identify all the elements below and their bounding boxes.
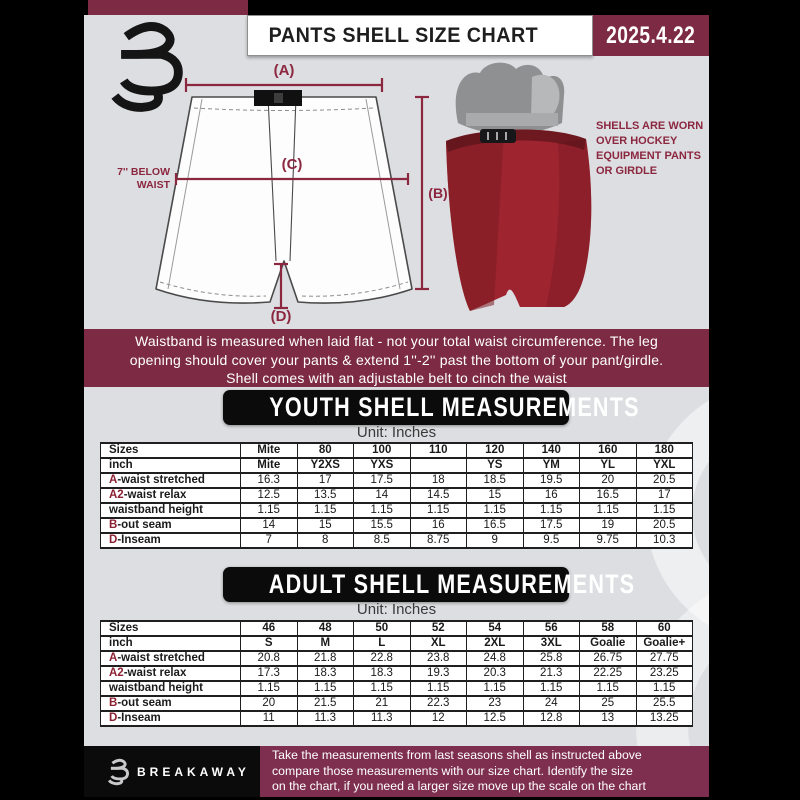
table-cell: 15 — [297, 518, 354, 533]
table-row — [101, 696, 693, 711]
table-cell: 21.8 — [297, 651, 354, 666]
table-cell: 11.3 — [297, 711, 354, 726]
page-title: PANTS SHELL SIZE CHART — [268, 24, 539, 47]
table-cell: 17.3 — [241, 666, 298, 681]
table-cell: 18.3 — [354, 666, 411, 681]
table-row — [101, 651, 693, 666]
table-cell: 120 — [467, 443, 524, 458]
table-row — [101, 458, 693, 473]
row-label-prefix: D — [109, 712, 118, 724]
table-cell: YXL — [636, 458, 693, 473]
below-waist-note: WAIST — [136, 179, 170, 191]
table-cell: 22.3 — [410, 696, 467, 711]
date-text: 2025.4.22 — [606, 22, 696, 49]
row-label: inch — [101, 458, 241, 473]
table-cell: 26.75 — [580, 651, 637, 666]
table-cell: 16 — [523, 488, 580, 503]
content-panel — [84, 15, 709, 797]
table-cell: 18.5 — [467, 473, 524, 488]
table-cell: 50 — [354, 621, 411, 636]
breakaway-logo-icon — [110, 19, 188, 115]
unit-label: Unit: Inches — [356, 601, 437, 618]
table-cell: 24 — [523, 696, 580, 711]
table-cell: 1.15 — [523, 681, 580, 696]
table-cell: 8.75 — [410, 533, 467, 548]
footer-note-line: Take the measurements from last seasons shell as instructed above — [272, 748, 642, 762]
table-cell: 9.75 — [580, 533, 637, 548]
table-cell: 20 — [580, 473, 637, 488]
table-cell: 1.15 — [410, 681, 467, 696]
row-label-prefix: B — [109, 697, 118, 709]
table-row — [101, 503, 693, 518]
table-cell: 20.8 — [241, 651, 298, 666]
table-cell: 1.15 — [523, 503, 580, 518]
measure-label-c: (C) — [281, 156, 303, 173]
row-label: Sizes — [101, 443, 241, 458]
table-cell: 11.3 — [354, 711, 411, 726]
table-cell: 22.25 — [580, 666, 637, 681]
table-cell: 1.15 — [297, 503, 354, 518]
table-cell: 13 — [580, 711, 637, 726]
row-label-prefix: B — [109, 519, 118, 531]
row-label-prefix: D — [109, 534, 118, 546]
table-cell: Mite — [241, 458, 298, 473]
table-cell: 1.15 — [354, 681, 411, 696]
table-cell: L — [354, 636, 411, 651]
unit-label: Unit: Inches — [356, 424, 437, 441]
table-cell: 16.5 — [467, 518, 524, 533]
table-row — [101, 666, 693, 681]
table-cell: 20 — [241, 696, 298, 711]
table-cell: 160 — [580, 443, 637, 458]
table-cell: 12.5 — [241, 488, 298, 503]
row-label-prefix: A2 — [109, 667, 124, 679]
table-row — [101, 488, 693, 503]
table-cell: 1.15 — [241, 503, 298, 518]
row-label-prefix: A — [109, 474, 118, 486]
table-cell: 58 — [580, 621, 637, 636]
shell-photo — [436, 57, 596, 325]
table-cell: 17 — [636, 488, 693, 503]
table-cell: YL — [580, 458, 637, 473]
table-cell: 20.3 — [467, 666, 524, 681]
table-cell: 8.5 — [354, 533, 411, 548]
table-cell: 2XL — [467, 636, 524, 651]
table-cell: 23.8 — [410, 651, 467, 666]
table-cell: 17.5 — [354, 473, 411, 488]
table-row — [101, 473, 693, 488]
table-cell: Goalie — [580, 636, 637, 651]
table-cell: 25.5 — [636, 696, 693, 711]
caption-line: OVER HOCKEY — [596, 135, 678, 147]
footer-note-line: compare those measurements with our size chart. Identify the size — [272, 763, 633, 778]
info-line: Waistband is measured when laid flat - not your total waist circumference. The leg — [135, 333, 658, 349]
table-cell: 18 — [410, 473, 467, 488]
breakaway-logo-icon — [108, 758, 130, 786]
table-row — [101, 711, 693, 726]
table-cell: 7 — [241, 533, 298, 548]
youth-table — [100, 442, 693, 549]
table-cell: 16 — [410, 518, 467, 533]
row-label: B-out seam — [101, 696, 241, 711]
table-cell: 17.5 — [523, 518, 580, 533]
row-label: B-out seam — [101, 518, 241, 533]
row-label-prefix: A2 — [109, 489, 124, 501]
table-cell: 11 — [241, 711, 298, 726]
table-cell: 180 — [636, 443, 693, 458]
measure-label-d: (D) — [270, 308, 292, 325]
table-cell: 19.3 — [410, 666, 467, 681]
table-cell: 25.8 — [523, 651, 580, 666]
table-cell: 9.5 — [523, 533, 580, 548]
table-cell: 23 — [467, 696, 524, 711]
table-cell: 60 — [636, 621, 693, 636]
table-cell: Mite — [241, 443, 298, 458]
table-cell: 14.5 — [410, 488, 467, 503]
table-cell: 46 — [241, 621, 298, 636]
table-cell: 140 — [523, 443, 580, 458]
shorts-outline — [156, 97, 412, 303]
table-cell: 20.5 — [636, 473, 693, 488]
table-cell: 1.15 — [636, 503, 693, 518]
table-cell: 15 — [467, 488, 524, 503]
table-cell: 21.3 — [523, 666, 580, 681]
date-badge — [593, 15, 709, 56]
table-cell: 110 — [410, 443, 467, 458]
waist-lacing — [480, 129, 516, 143]
table-cell: 1.15 — [580, 681, 637, 696]
row-label: A-waist stretched — [101, 651, 241, 666]
caption-line: OR GIRDLE — [596, 165, 658, 177]
table-cell: 1.15 — [636, 681, 693, 696]
table-cell: 56 — [523, 621, 580, 636]
table-cell: 1.15 — [354, 503, 411, 518]
row-label: waistband height — [101, 681, 241, 696]
row-label: D-Inseam — [101, 711, 241, 726]
row-label: waistband height — [101, 503, 241, 518]
table-cell: 27.75 — [636, 651, 693, 666]
table-cell: 3XL — [523, 636, 580, 651]
section-title-text: YOUTH SHELL MEASUREMENTS — [269, 392, 640, 422]
caption-line: EQUIPMENT PANTS — [596, 150, 701, 162]
row-label: A-waist stretched — [101, 473, 241, 488]
table-cell: 18.3 — [297, 666, 354, 681]
table-cell: 100 — [354, 443, 411, 458]
info-line: opening should cover your pants & extend 1''-2'' past the bottom of your pant/girdle. — [129, 351, 664, 368]
table-cell: 12.5 — [467, 711, 524, 726]
table-cell: Goalie+ — [636, 636, 693, 651]
row-label: Sizes — [101, 621, 241, 636]
row-label: inch — [101, 636, 241, 651]
footer-brand — [84, 746, 260, 797]
table-cell: 12 — [410, 711, 467, 726]
table-cell: 12.8 — [523, 711, 580, 726]
table-cell: 24.8 — [467, 651, 524, 666]
table-cell: M — [297, 636, 354, 651]
table-row — [101, 636, 693, 651]
adult-section-title — [223, 567, 636, 602]
table-cell: 16.3 — [241, 473, 298, 488]
row-label: D-Inseam — [101, 533, 241, 548]
table-cell — [410, 458, 467, 473]
table-cell: 13.5 — [297, 488, 354, 503]
table-cell: 1.15 — [410, 503, 467, 518]
info-line: Shell comes with an adjustable belt to cinch the waist — [226, 370, 567, 386]
table-row — [101, 681, 693, 696]
row-label: A2-waist relax — [101, 666, 241, 681]
table-cell: 14 — [241, 518, 298, 533]
footer — [84, 746, 709, 797]
table-cell: 14 — [354, 488, 411, 503]
table-cell: S — [241, 636, 298, 651]
table-cell: 1.15 — [297, 681, 354, 696]
table-row — [101, 443, 693, 458]
table-cell: 19.5 — [523, 473, 580, 488]
table-cell: 54 — [467, 621, 524, 636]
table-cell: 21 — [354, 696, 411, 711]
table-cell: 1.15 — [580, 503, 637, 518]
table-cell: 13.25 — [636, 711, 693, 726]
table-cell: 25 — [580, 696, 637, 711]
table-cell: 10.3 — [636, 533, 693, 548]
table-cell: 23.25 — [636, 666, 693, 681]
table-cell: 16.5 — [580, 488, 637, 503]
measure-label-b: (B) — [428, 185, 448, 201]
table-cell: 9 — [467, 533, 524, 548]
table-cell: YM — [523, 458, 580, 473]
table-cell: 17 — [297, 473, 354, 488]
table-cell: XL — [410, 636, 467, 651]
row-label: A2-waist relax — [101, 488, 241, 503]
caption-line: SHELLS ARE WORN — [596, 120, 704, 132]
table-cell: 21.5 — [297, 696, 354, 711]
brand-name: BREAKAWAY — [137, 764, 250, 779]
table-cell: 52 — [410, 621, 467, 636]
table-cell: 22.8 — [354, 651, 411, 666]
photo-caption — [596, 119, 708, 179]
table-cell: 1.15 — [241, 681, 298, 696]
adult-table — [100, 620, 693, 727]
table-cell: 19 — [580, 518, 637, 533]
below-waist-note: 7'' BELOW — [117, 166, 170, 178]
row-label-prefix: A — [109, 652, 118, 664]
table-cell: 80 — [297, 443, 354, 458]
table-cell: Y2XS — [297, 458, 354, 473]
table-cell: 20.5 — [636, 518, 693, 533]
table-cell: YXS — [354, 458, 411, 473]
table-cell: 8 — [297, 533, 354, 548]
table-cell: 15.5 — [354, 518, 411, 533]
title-bar — [247, 15, 593, 56]
table-cell: 1.15 — [467, 503, 524, 518]
footer-note — [260, 746, 709, 797]
youth-section-title — [223, 390, 640, 425]
info-banner — [84, 329, 709, 387]
top-accent-bar — [88, 0, 248, 15]
table-cell: 48 — [297, 621, 354, 636]
section-title-text: ADULT SHELL MEASUREMENTS — [268, 569, 636, 599]
footer-note-line: on the chart, if you need a larger size move up the scale on the chart — [272, 779, 646, 793]
table-row — [101, 518, 693, 533]
table-row — [101, 533, 693, 548]
table-cell: 1.15 — [467, 681, 524, 696]
measure-label-a: (A) — [273, 62, 295, 79]
table-row — [101, 621, 693, 636]
table-cell: YS — [467, 458, 524, 473]
